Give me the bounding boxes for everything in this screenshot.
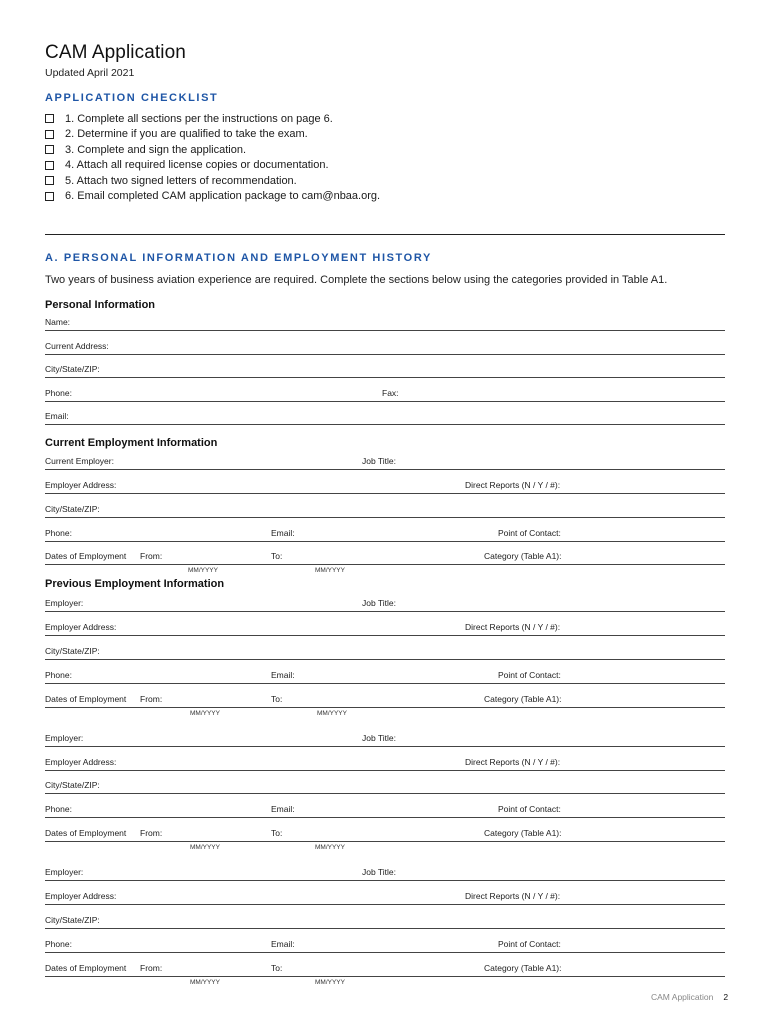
previous-employer-row[interactable] [45, 730, 725, 747]
checklist-item [45, 127, 380, 143]
date-format-hint: MM/YYYY [315, 844, 345, 851]
phone-fax-row[interactable] [45, 385, 725, 402]
address-label: Current Address: [45, 341, 109, 351]
email-label: Email: [271, 670, 295, 680]
date-format-hint: MM/YYYY [190, 710, 220, 717]
email-label: Email: [271, 939, 295, 949]
phone-label: Phone: [45, 804, 72, 814]
section-a-intro: Two years of business aviation experience are required. Complete the sections below using the categories provided in Table A1. [45, 274, 668, 286]
city-label: City/State/ZIP: [45, 915, 100, 925]
previous-employer-row[interactable] [45, 864, 725, 881]
employer-address-label: Employer Address: [45, 622, 117, 632]
date-format-hint: MM/YYYY [190, 979, 220, 986]
checklist-item [45, 111, 380, 127]
previous-city-row[interactable] [45, 912, 725, 929]
checklist-heading: APPLICATION CHECKLIST [45, 92, 219, 104]
phone-label: Phone: [45, 670, 72, 680]
from-label: From: [140, 828, 163, 838]
checklist-item [45, 158, 380, 174]
previous-employer-row[interactable] [45, 595, 725, 612]
phone-label: Phone: [45, 939, 72, 949]
city-label: City/State/ZIP: [45, 364, 100, 374]
previous-city-row[interactable] [45, 643, 725, 660]
category-label: Category (Table A1): [484, 963, 562, 973]
point-of-contact-label: Point of Contact: [498, 804, 561, 814]
fax-label: Fax: [382, 388, 399, 398]
checkbox[interactable] [45, 176, 54, 185]
previous-contact-row[interactable] [45, 667, 725, 684]
city-label: City/State/ZIP: [45, 646, 100, 656]
application-checklist [45, 111, 380, 204]
name-label: Name: [45, 317, 71, 327]
previous-employer-address-row[interactable] [45, 619, 725, 636]
previous-contact-row[interactable] [45, 936, 725, 953]
current-employer-row[interactable] [45, 453, 725, 470]
date-format-hint: MM/YYYY [190, 844, 220, 851]
email-label: Email: [45, 411, 69, 421]
current-address-field[interactable] [45, 338, 725, 355]
to-label: To: [271, 551, 283, 561]
employer-address-label: Employer Address: [45, 891, 117, 901]
city-label: City/State/ZIP: [45, 780, 100, 790]
checkbox[interactable] [45, 130, 54, 139]
direct-reports-label: Direct Reports (N / Y / #): [465, 622, 561, 632]
employer-label: Current Employer: [45, 456, 114, 466]
email-label: Email: [271, 804, 295, 814]
page-number: 2 [723, 992, 729, 1002]
checklist-item-text: 3. Complete and sign the application. [65, 143, 247, 156]
previous-dates-row[interactable] [45, 960, 725, 977]
dates-label: Dates of Employment [45, 828, 127, 838]
checklist-item-text: 4. Attach all required license copies or documentation. [65, 159, 329, 172]
city-label: City/State/ZIP: [45, 504, 100, 514]
checkbox[interactable] [45, 114, 54, 123]
current-dates-row[interactable] [45, 548, 725, 565]
page-title: CAM Application [45, 42, 186, 63]
date-format-hint: MM/YYYY [188, 567, 218, 574]
job-title-label: Job Title: [362, 598, 397, 608]
updated-date: Updated April 2021 [45, 67, 135, 79]
checklist-item [45, 142, 380, 158]
email-label: Email: [271, 528, 295, 538]
section-divider [45, 234, 725, 235]
dates-label: Dates of Employment [45, 694, 127, 704]
page-footer [651, 992, 728, 1002]
point-of-contact-label: Point of Contact: [498, 670, 561, 680]
category-label: Category (Table A1): [484, 694, 562, 704]
job-title-label: Job Title: [362, 456, 397, 466]
previous-employer-address-row[interactable] [45, 888, 725, 905]
employer-label: Employer: [45, 867, 84, 877]
email-field[interactable] [45, 408, 725, 425]
section-a-heading: A. PERSONAL INFORMATION AND EMPLOYMENT HISTORY [45, 252, 432, 264]
name-field[interactable] [45, 314, 725, 331]
current-city-row[interactable] [45, 501, 725, 518]
from-label: From: [140, 551, 163, 561]
phone-label: Phone: [45, 528, 72, 538]
checklist-item [45, 173, 380, 189]
checklist-item [45, 189, 380, 205]
dates-label: Dates of Employment [45, 551, 127, 561]
direct-reports-label: Direct Reports (N / Y / #): [465, 757, 561, 767]
date-format-hint: MM/YYYY [315, 979, 345, 986]
checklist-item-text: 6. Email completed CAM application package to cam@nbaa.org. [65, 190, 381, 203]
previous-city-row[interactable] [45, 777, 725, 794]
from-label: From: [140, 963, 163, 973]
previous-dates-row[interactable] [45, 691, 725, 708]
to-label: To: [271, 694, 283, 704]
employer-address-label: Employer Address: [45, 480, 117, 490]
category-label: Category (Table A1): [484, 551, 562, 561]
checkbox[interactable] [45, 192, 54, 201]
to-label: To: [271, 828, 283, 838]
dates-label: Dates of Employment [45, 963, 127, 973]
category-label: Category (Table A1): [484, 828, 562, 838]
footer-label: CAM Application [651, 992, 714, 1002]
checkbox[interactable] [45, 145, 54, 154]
to-label: To: [271, 963, 283, 973]
current-employment-heading: Current Employment Information [45, 437, 218, 449]
personal-info-heading: Personal Information [45, 299, 156, 311]
city-state-zip-field[interactable] [45, 361, 725, 378]
point-of-contact-label: Point of Contact: [498, 528, 561, 538]
direct-reports-label: Direct Reports (N / Y / #): [465, 480, 561, 490]
checklist-item-text: 1. Complete all sections per the instructions on page 6. [65, 112, 333, 125]
previous-contact-row[interactable] [45, 801, 725, 818]
previous-employment-heading: Previous Employment Information [45, 578, 225, 590]
previous-dates-row[interactable] [45, 825, 725, 842]
date-format-hint: MM/YYYY [315, 567, 345, 574]
employer-address-label: Employer Address: [45, 757, 117, 767]
checklist-item-text: 2. Determine if you are qualified to take the exam. [65, 128, 308, 141]
current-employer-address-row[interactable] [45, 477, 725, 494]
direct-reports-label: Direct Reports (N / Y / #): [465, 891, 561, 901]
checkbox[interactable] [45, 161, 54, 170]
date-format-hint: MM/YYYY [317, 710, 347, 717]
current-contact-row[interactable] [45, 525, 725, 542]
checklist-item-text: 5. Attach two signed letters of recommendation. [65, 174, 297, 187]
employer-label: Employer: [45, 733, 84, 743]
job-title-label: Job Title: [362, 867, 397, 877]
employer-label: Employer: [45, 598, 84, 608]
job-title-label: Job Title: [362, 733, 397, 743]
point-of-contact-label: Point of Contact: [498, 939, 561, 949]
from-label: From: [140, 694, 163, 704]
phone-label: Phone: [45, 388, 72, 398]
previous-employer-address-row[interactable] [45, 754, 725, 771]
